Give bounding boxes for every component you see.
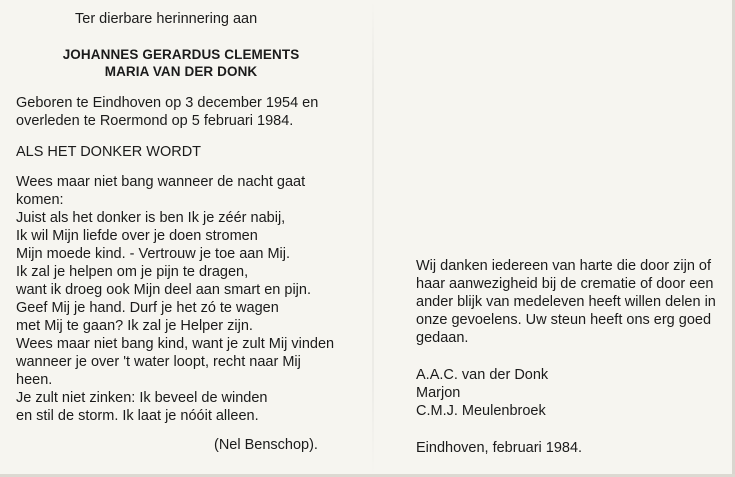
poem-title: ALS HET DONKER WORDT xyxy=(16,144,202,160)
intro-text: Ter dierbare herinnering aan xyxy=(75,11,258,27)
poem-line: komen: xyxy=(16,192,64,208)
poem-line: Ik zal je helpen om je pijn te dragen, xyxy=(16,264,249,280)
signers-list xyxy=(416,366,726,420)
poem-author: (Nel Benschop). xyxy=(214,437,318,453)
poem-line: Je zult niet zinken: Ik beveel de winden xyxy=(16,390,268,406)
deceased-name-line-1: JOHANNES GERARDUS CLEMENTS xyxy=(62,47,300,62)
birth-line: Geboren te Eindhoven op 3 december 1954 en xyxy=(16,95,319,111)
thanks-text xyxy=(416,257,726,347)
birth-death-text xyxy=(16,94,366,130)
poem-line: Ik wil Mijn liefde over je doen stromen xyxy=(16,228,258,244)
card-fold xyxy=(372,0,374,477)
deceased-name-line-2: MARIA VAN DER DONK xyxy=(104,64,258,79)
poem-line: en stil de storm. Ik laat je nóóit alleen. xyxy=(16,408,259,424)
poem-line: heen. xyxy=(16,372,53,388)
poem-line: Geef Mij je hand. Durf je het zó te wagen xyxy=(16,300,279,316)
left-panel xyxy=(16,10,366,454)
poem-line: want ik droeg ook Mijn deel aan smart en pijn. xyxy=(16,282,311,298)
right-panel xyxy=(416,257,726,457)
poem-line: wanneer je over 't water loopt, recht naar Mij xyxy=(16,354,301,370)
death-line: overleden te Roermond op 5 februari 1984. xyxy=(16,113,294,129)
poem-line: Wees maar niet bang wanneer de nacht gaat xyxy=(16,174,306,190)
thanks-line: haar aanwezigheid bij de crematie of door een xyxy=(416,276,714,292)
poem-line: Mijn moede kind. - Vertrouw je toe aan Mij. xyxy=(16,246,291,262)
poem-line: met Mij te gaan? Ik zal je Helper zijn. xyxy=(16,318,253,334)
signer-name: C.M.J. Meulenbroek xyxy=(416,403,546,419)
signer-name: A.A.C. van der Donk xyxy=(416,367,549,383)
place-date: Eindhoven, februari 1984. xyxy=(416,440,583,456)
thanks-line: Wij danken iedereen van harte die door zijn of xyxy=(416,258,712,274)
thanks-line: ander blijk van medeleven heeft willen delen in xyxy=(416,294,716,310)
poem-text xyxy=(16,173,366,425)
thanks-line: onze gevoelens. Uw steun heeft ons erg goed xyxy=(416,312,712,328)
thanks-line: gedaan. xyxy=(416,330,469,346)
poem-line: Juist als het donker is ben Ik je zéér nabij, xyxy=(16,210,286,226)
poem-line: Wees maar niet bang kind, want je zult Mij vinden xyxy=(16,336,335,352)
signer-name: Marjon xyxy=(416,385,461,401)
